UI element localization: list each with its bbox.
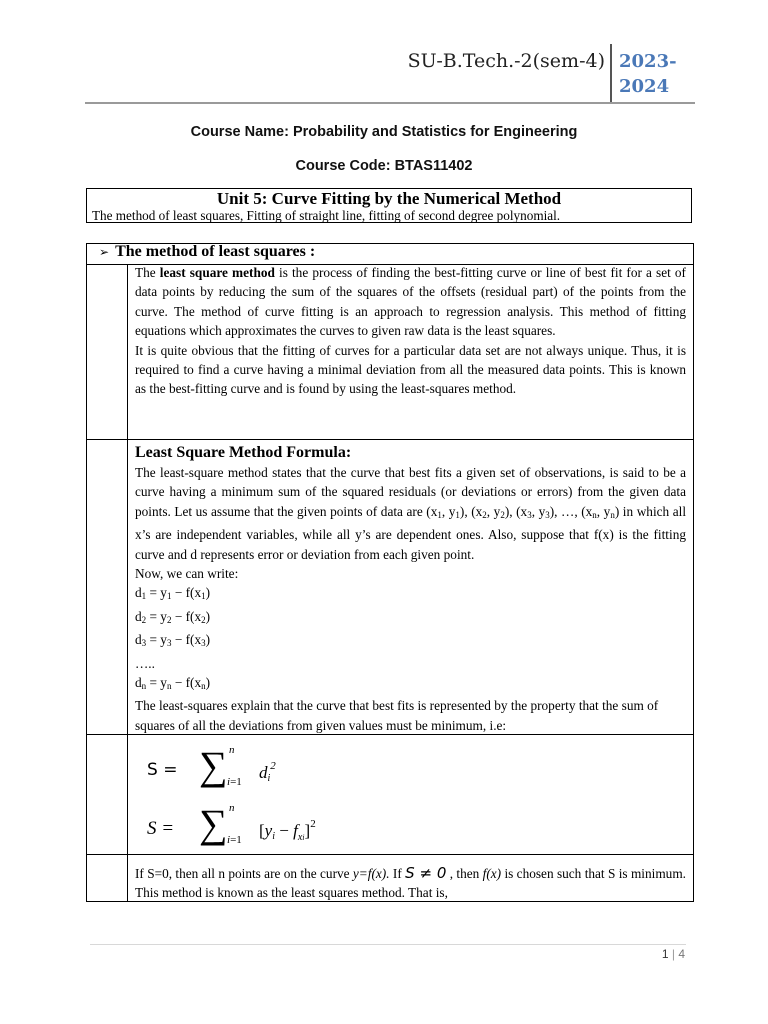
- sum1-upper: n: [229, 744, 235, 756]
- intro-paragraph-2: It is quite obvious that the fitting of curves for a particular data set are not always unique. Thus, it is required to find a curve having a minimal deviation from all the measured data points. This is known as the best-fitting curve and is found by using the least-squares method.: [135, 342, 686, 397]
- eq-d1: $d_1 = y_1 - f(x_1)$: [135, 585, 211, 602]
- eq-d3: $d_3 = y_3 - f(x_3)$: [135, 632, 211, 649]
- sum2-upper: n: [229, 802, 235, 814]
- header-rule: [85, 102, 695, 104]
- section-heading: [99, 243, 315, 261]
- page-separator: |: [671, 947, 675, 961]
- year-top: 2023-: [619, 51, 677, 72]
- column-divider: [127, 264, 128, 901]
- now-line: Now, we can write:: [135, 566, 239, 582]
- eq-dots: …..: [135, 655, 155, 671]
- sigma-icon: ∑: [199, 801, 228, 846]
- academic-year: [619, 49, 699, 99]
- arrow-bullet-icon: ➢: [99, 245, 110, 259]
- eq-d2: $d_2 = y_2 - f(x_2)$: [135, 608, 211, 625]
- intro-bold-term: least square method: [159, 265, 275, 280]
- header-divider: [610, 44, 612, 102]
- content-table: [86, 243, 694, 902]
- formula-conclusion: The least-squares explain that the curve that best fits is represented by the property that the sum of squares of all the deviations from given values must be minimum, i.e:: [135, 698, 659, 733]
- sum2-lhs: S =: [147, 818, 175, 839]
- row-divider: [87, 854, 693, 855]
- sum1-lhs: S =: [147, 760, 178, 780]
- s-not-zero: S ≠ 0: [405, 864, 447, 882]
- unit-box: [86, 188, 692, 223]
- page-total: 4: [678, 947, 685, 961]
- page-current: 1: [661, 947, 669, 961]
- formula-cell: [135, 443, 686, 735]
- formula-heading: Least Square Method Formula:: [135, 444, 352, 461]
- intro-cell: [135, 263, 686, 399]
- unit-title: Unit 5: Curve Fitting by the Numerical Method: [216, 189, 562, 208]
- intro-text-b: is the process of finding the best-fitting curve or line of best fit for a set of data points by reducing the sum of the squares of the offsets (residual part) of the points from the curve. The method of curve fitting is an approach to regression analysis. This method of fitting equations which approximates the curves to given raw data is the least squares.: [135, 265, 686, 339]
- document-label: SU-B.Tech.-2(sem-4): [407, 50, 605, 72]
- year-bottom: 2024: [619, 76, 670, 97]
- sum2-body: $[yi - f_{xi}]^2$: [259, 818, 316, 843]
- sum2-lower: i=1: [227, 834, 242, 846]
- eq-dn: $d_n = y_n - f(x_n)$: [135, 675, 211, 692]
- sum1-lower: i=1: [227, 776, 242, 788]
- sigma-icon: ∑: [199, 743, 228, 788]
- course-code: Course Code: BTAS11402: [295, 158, 473, 174]
- row-divider: [87, 734, 693, 735]
- footer-rule: [90, 944, 686, 945]
- intro-text-a: The: [135, 265, 160, 280]
- page-number: [640, 947, 685, 961]
- last-text-e: f(x): [482, 866, 502, 881]
- sum1-body: $di^2$: [259, 760, 276, 784]
- last-text-d: , then: [446, 866, 483, 881]
- unit-topics: The method of least squares, Fitting of straight line, fitting of second degree polynomial.: [92, 208, 561, 223]
- course-name: Course Name: Probability and Statistics for Engineering: [190, 124, 578, 140]
- last-paragraph: [135, 864, 686, 902]
- last-text-c: If: [389, 866, 406, 881]
- last-text-f: is chosen such that S is minimum. This method is known as the least squares method. That is,: [135, 866, 686, 900]
- last-cell: [135, 864, 686, 902]
- section-heading-text: The method of least squares :: [115, 243, 316, 260]
- formula-paragraph: The least-square method states that the curve that best fits a given set of observations, is said to be a curve having a minimum sum of the squared residuals (or deviations or errors) from the given data points. Let us assume that the given points of data are ($x_1$, $y_1$), ($x_2$, $y_2$), ($x_3$, $y_3$), …, ($x_n$, $y_n$) in which all x’s are independent variables, while all y’s are dependent ones. Also, suppose that f(x) is the fitting curve and d represents error or deviation from each given point.: [135, 465, 687, 562]
- row-divider: [87, 439, 693, 440]
- last-text-b: y=f(x).: [352, 866, 390, 881]
- last-text-a: If S=0, then all n points are on the curve: [135, 866, 353, 881]
- intro-paragraph-1: [135, 263, 686, 341]
